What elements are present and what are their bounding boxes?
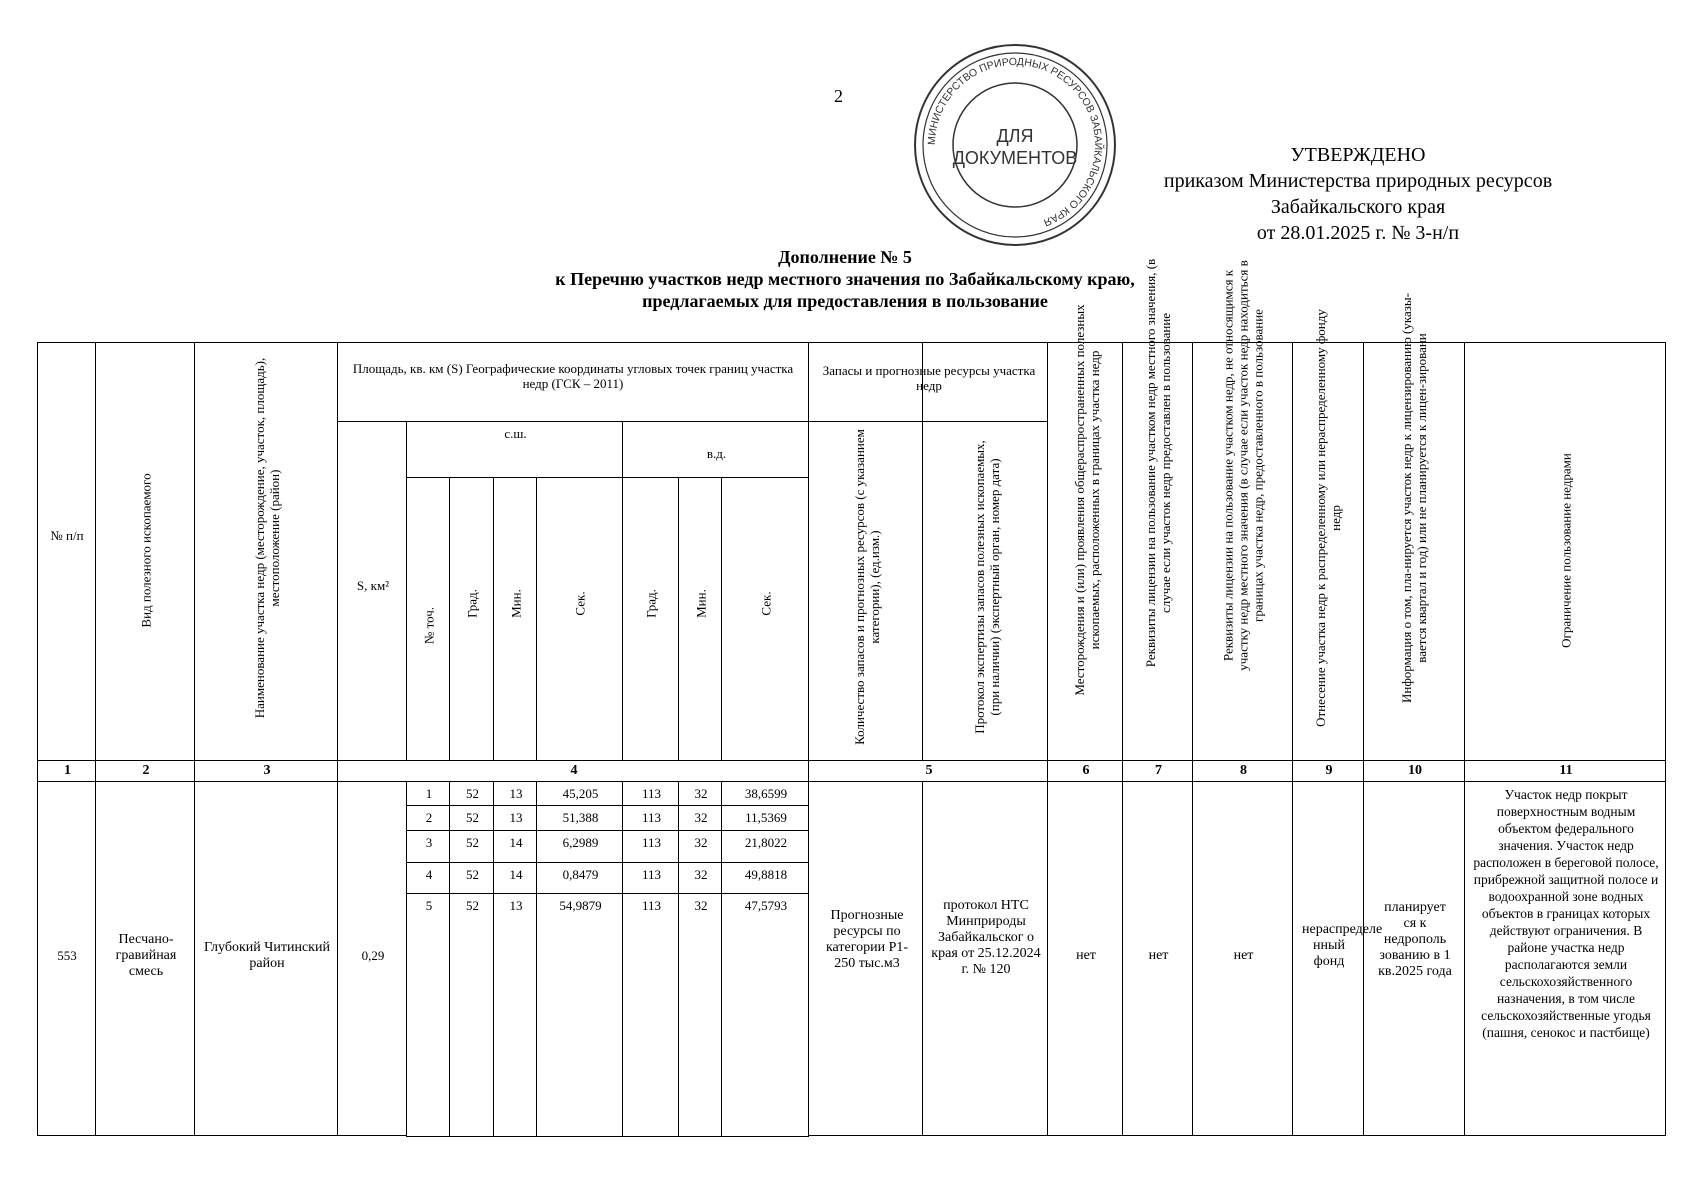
- coord-cell-lat-min: [493, 862, 537, 894]
- colnum-cell: [1122, 760, 1193, 782]
- header-cell-lon: [622, 421, 809, 478]
- data-cell-fund: [1292, 781, 1383, 1136]
- header-restrictions-text: Ограничение пользование недрами: [1558, 453, 1574, 648]
- coord-value: 52: [466, 898, 479, 913]
- header-cell-lon-sec: [721, 477, 809, 761]
- document-title: [320, 246, 1370, 312]
- coord-cell-lon-min: [678, 893, 722, 1137]
- coord-value: 0,8479: [562, 867, 599, 882]
- coord-cell-lat-sec: [536, 893, 623, 1137]
- data-cell-reserves: [808, 781, 923, 1136]
- header-cell-fund: [1292, 309, 1364, 761]
- header-license-local-text: Реквизиты лицензии на пользование участком недр местного значения, (в случае если участок недр предоставлен в пользование: [1143, 258, 1173, 668]
- colnum-cell: [808, 760, 1048, 782]
- header-cell-license-other: [1192, 260, 1293, 761]
- coord-value: 113: [641, 810, 662, 825]
- colnum-cell: [1464, 760, 1666, 782]
- coord-value: 52: [466, 810, 479, 825]
- approval-block: [1138, 142, 1578, 246]
- coord-value: 113: [641, 835, 662, 850]
- header-cell-lon-min: [678, 477, 722, 761]
- coord-value: 38,6599: [744, 786, 788, 801]
- coord-value: 32: [694, 867, 708, 882]
- coord-cell-lat-deg: [449, 805, 494, 831]
- coord-value: 113: [641, 786, 662, 801]
- header-cell-lat-min: [493, 477, 537, 761]
- colnum-cell: [1192, 760, 1293, 782]
- header-lat-sec-text: Сек.: [572, 591, 588, 616]
- approval-title: УТВЕРЖДЕНО: [1290, 144, 1426, 166]
- coord-cell-lon-sec: [721, 893, 809, 1137]
- header-cell-name: [194, 342, 338, 761]
- coord-cell-lat-deg: [449, 893, 494, 1137]
- coord-value: 6,2989: [562, 835, 599, 850]
- coord-value: 5: [425, 898, 433, 913]
- colnum-cell: [37, 760, 96, 782]
- coord-cell-lon-min: [678, 830, 722, 863]
- row-restrictions: Участок недр покрыт поверхностным водным объектом федерального значения. Участок недр расположен в береговой полосе, прибрежной защитной полосе и водоохранной зоне водных объектов в границах которых действуют ограничения. В районе участка недр располагаются земли сельскохозяйственного назначения, в том числе сельскохозяйственные угодья (пашня, сенокос и пастбище): [1473, 787, 1659, 1040]
- coord-cell-lon-sec: [721, 805, 809, 831]
- header-license-other-text: Реквизиты лицензии на пользование участком недр, не относящимся к участку недр местного значения (в случае если участок недр находиться в границах участка недр, предоставленного в пользование: [1220, 260, 1266, 671]
- header-point-text: № точ.: [421, 606, 437, 645]
- row-number: 553: [57, 948, 77, 963]
- header-cell-licensing-plan: [1363, 293, 1465, 761]
- coord-cell-n: [406, 830, 450, 863]
- colnum-cell: [1292, 760, 1364, 782]
- coord-value: 47,5793: [744, 898, 788, 913]
- coord-value: 11,5369: [745, 810, 787, 825]
- colnum-4: 4: [570, 763, 578, 778]
- coord-value: 14: [509, 867, 523, 882]
- data-cell-license-other: [1192, 781, 1293, 1136]
- coord-value: 13: [509, 810, 523, 825]
- coord-value: 54,9879: [559, 898, 602, 913]
- row-license-local: нет: [1148, 948, 1169, 963]
- header-licensing-plan-text: Информация о том, пла-нируется участок недр к лицензированию (указы-вается квартал и год) или не планируется к лицен-зировани: [1399, 293, 1429, 703]
- coord-value: 51,388: [562, 810, 599, 825]
- colnum-5: 5: [925, 763, 933, 778]
- row-deposits: нет: [1076, 948, 1096, 963]
- header-cell-license-local: [1122, 258, 1193, 761]
- coord-value: 45,205: [562, 786, 599, 801]
- coord-cell-n: [406, 781, 450, 806]
- row-fund: нераспределе нный фонд: [1302, 922, 1383, 969]
- coord-cell-lat-min: [493, 830, 537, 863]
- row-license-other: нет: [1233, 948, 1254, 963]
- colnum-10: 10: [1408, 763, 1422, 778]
- coord-value: 52: [466, 786, 479, 801]
- header-cell-lat-sec: [536, 477, 623, 761]
- coord-cell-lat-min: [493, 781, 537, 806]
- row-area: 0,29: [361, 948, 385, 963]
- data-cell-protocol: [922, 781, 1048, 1136]
- official-stamp: [910, 40, 1120, 250]
- header-cell-deposits: [1047, 304, 1123, 761]
- coord-cell-lon-deg: [622, 893, 679, 1137]
- colnum-cell: [95, 760, 195, 782]
- coord-cell-lat-deg: [449, 830, 494, 863]
- row-name: Глубокий Читинский район: [204, 940, 330, 971]
- header-reserves-text: Запасы и прогнозные ресурсы участка недр: [822, 363, 1036, 393]
- header-s-text: S, км²: [356, 578, 390, 593]
- coord-cell-lon-sec: [721, 781, 809, 806]
- coord-cell-lat-min: [493, 805, 537, 831]
- coord-cell-n: [406, 893, 450, 1137]
- header-lon-text: в.д.: [706, 446, 727, 461]
- data-cell-name: [194, 781, 338, 1136]
- colnum-6: 6: [1082, 763, 1090, 778]
- coord-cell-lon-deg: [622, 781, 679, 806]
- header-lat-min-text: Мин.: [508, 589, 524, 618]
- colnum-cell: [194, 760, 338, 782]
- header-cell-area-coords: [337, 342, 809, 422]
- header-name-text: Наименование участка недр (месторождение, участок, площадь), местоположение (район): [252, 357, 282, 719]
- row-protocol: протокол НТС Минприроды Забайкальског о края от 25.12.2024 г. № 120: [931, 898, 1041, 977]
- coord-cell-lon-min: [678, 805, 722, 831]
- title-line: Дополнение № 5: [778, 247, 912, 267]
- colnum-1: 1: [64, 763, 71, 778]
- stamp-center-line1: ДЛЯ: [996, 126, 1034, 146]
- coord-value: 32: [694, 835, 708, 850]
- stamp-center-line2: ДОКУМЕНТОВ: [952, 148, 1078, 168]
- data-cell-area: [337, 781, 407, 1136]
- row-licensing-plan: планирует ся к недрополь зованию в 1 кв.2025 года: [1378, 900, 1452, 979]
- approval-line: Забайкальского края: [1270, 196, 1446, 218]
- coord-value: 14: [509, 835, 523, 850]
- colnum-11: 11: [1559, 763, 1573, 778]
- coord-value: 113: [641, 867, 662, 882]
- header-cell-restrictions: [1464, 342, 1666, 761]
- data-cell-restrictions: [1464, 781, 1666, 1136]
- colnum-cell: [337, 760, 809, 782]
- header-cell-point: [406, 477, 450, 761]
- title-line: к Перечню участков недр местного значения по Забайкальскому краю,: [555, 269, 1135, 289]
- coord-value: 49,8818: [744, 867, 788, 882]
- coord-value: 3: [425, 835, 433, 850]
- coord-cell-lon-min: [678, 781, 722, 806]
- header-cell-mineral: [95, 342, 195, 761]
- header-deposits-text: Месторождения и (или) проявления общераспространенных полезных ископаемых, расположенных в границах участка недр: [1072, 304, 1102, 696]
- approval-line: приказом Министерства природных ресурсов: [1163, 170, 1553, 192]
- data-cell-license-local: [1122, 781, 1193, 1136]
- header-cell-lat-deg: [449, 477, 494, 761]
- header-fund-text: Отнесение участка недр к распределенному или нераспределенному фонду недр: [1313, 309, 1343, 727]
- coord-value: 32: [694, 810, 708, 825]
- coord-value: 52: [466, 867, 479, 882]
- header-lon-sec-text: Сек.: [758, 591, 774, 616]
- colnum-cell: [1047, 760, 1123, 782]
- coord-value: 32: [694, 898, 708, 913]
- colnum-9: 9: [1325, 763, 1333, 778]
- coord-cell-lat-deg: [449, 862, 494, 894]
- colnum-3: 3: [263, 763, 271, 778]
- coord-cell-lat-sec: [536, 830, 623, 863]
- coord-cell-lat-sec: [536, 781, 623, 806]
- coord-cell-lon-sec: [721, 862, 809, 894]
- header-num-text: № п/п: [50, 528, 84, 543]
- data-cell-deposits: [1047, 781, 1123, 1136]
- header-mineral-text: Вид полезного ископаемого: [138, 473, 154, 628]
- coord-value: 52: [466, 835, 479, 850]
- coord-cell-lon-min: [678, 862, 722, 894]
- coord-value: 113: [641, 898, 662, 913]
- coord-cell-lon-deg: [622, 862, 679, 894]
- approval-date: от 28.01.2025 г. № 3-н/п: [1256, 222, 1460, 244]
- coord-cell-lon-sec: [721, 830, 809, 863]
- coord-value: 4: [425, 867, 433, 882]
- coord-cell-lat-sec: [536, 862, 623, 894]
- header-reserves-qty-text: Количество запасов и прогнозных ресурсов (с указанием категории), (ед.изм.): [852, 429, 882, 745]
- coord-cell-lat-deg: [449, 781, 494, 806]
- coord-value: 1: [425, 786, 433, 801]
- colnum-8: 8: [1240, 763, 1247, 778]
- coord-cell-lat-min: [493, 893, 537, 1137]
- header-lon-deg-text: Град.: [643, 589, 659, 618]
- data-cell-mineral: [95, 781, 195, 1136]
- coord-value: 13: [509, 786, 523, 801]
- header-protocol-text: Протокол экспертизы запасов полезных ископаемых, (при наличии) (экспертный орган, номер дата): [972, 440, 1002, 734]
- header-lat-text: с.ш.: [504, 426, 527, 441]
- header-cell-num: [37, 342, 96, 761]
- coord-cell-lon-deg: [622, 805, 679, 831]
- coord-value: 2: [425, 810, 433, 825]
- header-lon-min-text: Мин.: [693, 589, 709, 618]
- colnum-2: 2: [142, 763, 150, 778]
- coord-cell-n: [406, 862, 450, 894]
- coord-cell-lat-sec: [536, 805, 623, 831]
- page-number: 2: [834, 86, 843, 106]
- data-cell-licensing-plan: [1363, 781, 1465, 1136]
- row-reserves: Прогнозные ресурсы по категории Р1- 250 тыс.м3: [825, 908, 909, 971]
- header-area-coords-text: Площадь, кв. км (S) Географические координаты угловых точек границ участка недр (ГСК – 2011): [352, 361, 794, 391]
- coord-value: 21,8022: [744, 835, 788, 850]
- coord-cell-lon-deg: [622, 830, 679, 863]
- header-cell-lat: [406, 421, 623, 478]
- coord-cell-n: [406, 805, 450, 831]
- colnum-7: 7: [1155, 763, 1162, 778]
- colnum-cell: [1363, 760, 1465, 782]
- data-cell-num: [37, 781, 96, 1136]
- coord-value: 32: [694, 786, 708, 801]
- header-cell-reserves-qty: [808, 421, 923, 761]
- header-lat-deg-text: Град.: [464, 589, 480, 618]
- header-cell-protocol: [922, 421, 1048, 761]
- row-mineral: Песчано-гравийная смесь: [115, 932, 177, 979]
- header-cell-s: [337, 421, 407, 761]
- header-cell-reserves-group: [808, 342, 1048, 422]
- stamp-ring-text: МИНИСТЕРСТВО ПРИРОДНЫХ РЕСУРСОВ ЗАБАЙКАЛЬСКОГО КРАЯ: [925, 55, 1105, 229]
- coord-value: 13: [509, 898, 523, 913]
- title-line: предлагаемых для предоставления в пользование: [642, 291, 1048, 311]
- header-cell-lon-deg: [622, 477, 679, 761]
